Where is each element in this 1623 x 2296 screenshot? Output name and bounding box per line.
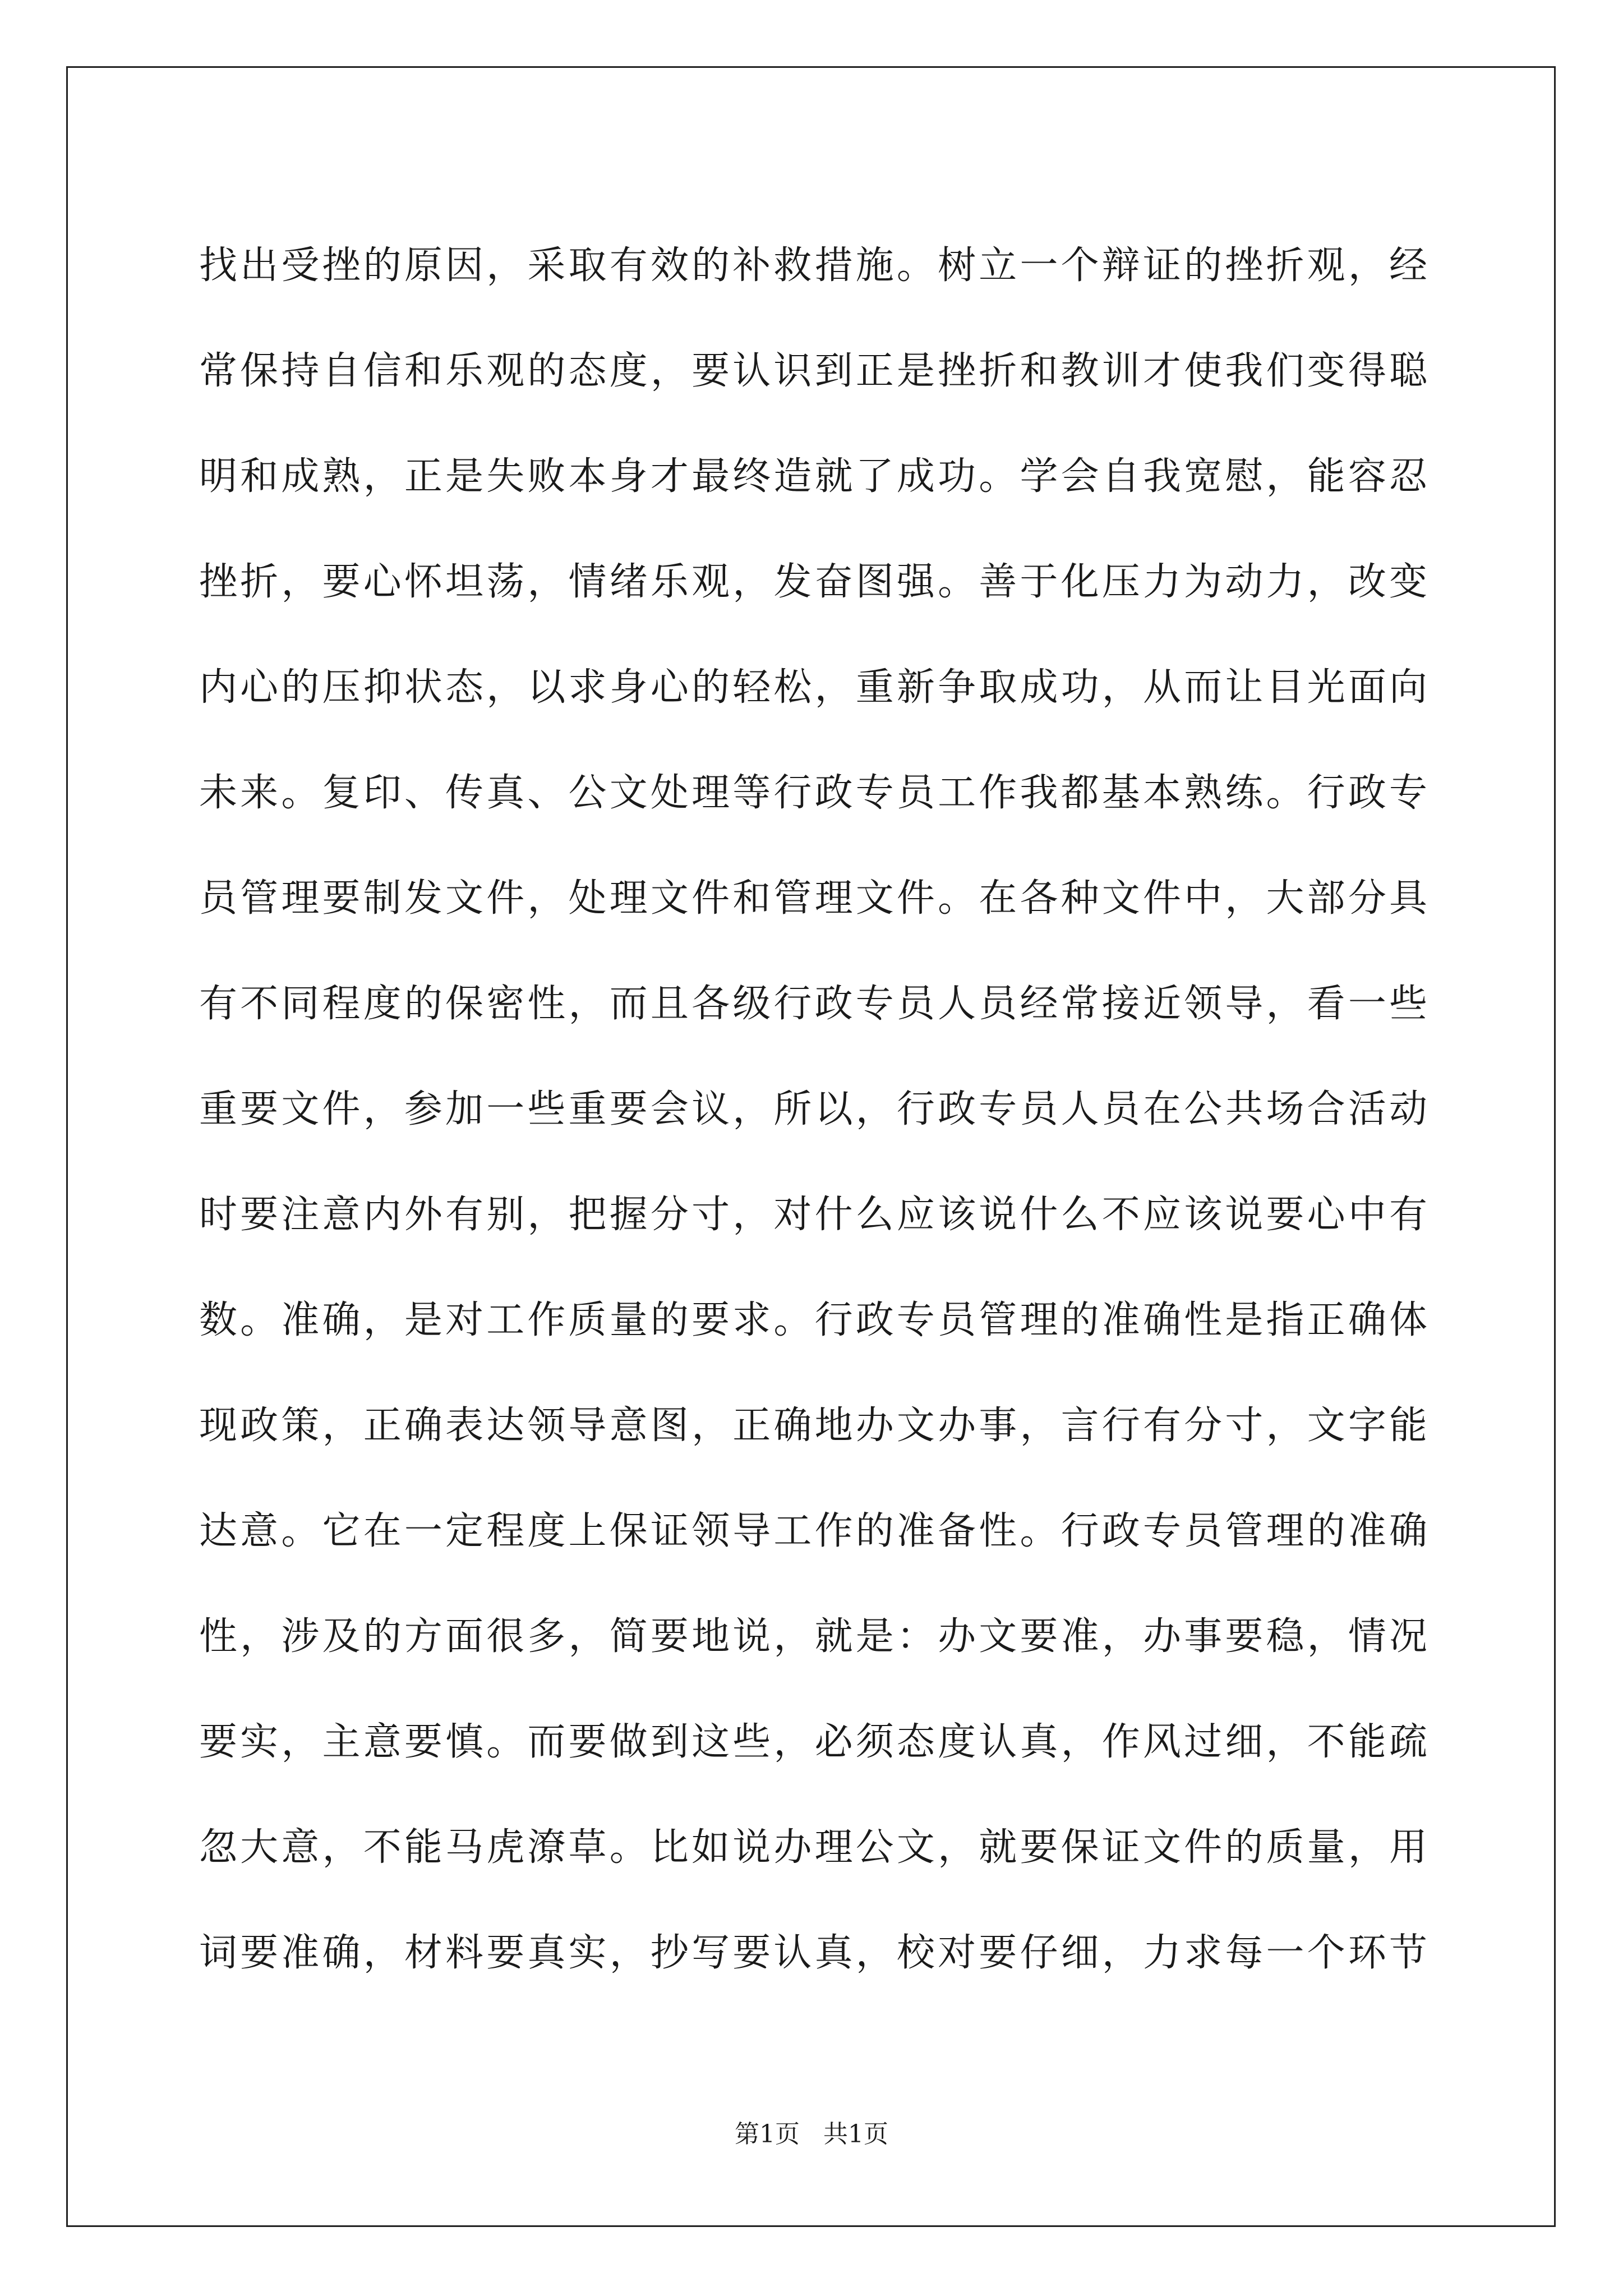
text-line: 词要准确，材料要真实，抄写要认真，校对要仔细，力求每一个环节 <box>199 1931 1427 1975</box>
text-line: 内心的压抑状态，以求身心的轻松，重新争取成功，从而让目光面向 <box>199 665 1427 710</box>
text-line: 达意。它在一定程度上保证领导工作的准备性。行政专员管理的准确 <box>199 1509 1427 1553</box>
text-line: 明和成熟，正是失败本身才最终造就了成功。学会自我宽慰，能容忍 <box>199 454 1427 499</box>
text-line: 有不同程度的保密性，而且各级行政专员人员经常接近领导，看一些 <box>199 982 1427 1026</box>
text-line: 常保持自信和乐观的态度，要认识到正是挫折和教训才使我们变得聪 <box>199 349 1427 393</box>
page-footer: 第1页 共1页 <box>735 2120 888 2148</box>
text-line: 时要注意内外有别，把握分寸，对什么应该说什么不应该说要心中有 <box>199 1193 1427 1237</box>
document-body <box>199 213 1427 2006</box>
text-line: 要实，主意要慎。而要做到这些，必须态度认真，作风过细，不能疏 <box>199 1720 1427 1764</box>
text-line: 挫折，要心怀坦荡，情绪乐观，发奋图强。善于化压力为动力，改变 <box>199 560 1427 604</box>
text-line: 现政策，正确表达领导意图，正确地办文办事，言行有分寸，文字能 <box>199 1404 1427 1448</box>
text-line: 数。准确，是对工作质量的要求。行政专员管理的准确性是指正确体 <box>199 1298 1427 1342</box>
text-line: 员管理要制发文件，处理文件和管理文件。在各种文件中，大部分具 <box>199 876 1427 921</box>
text-line: 忽大意，不能马虎潦草。比如说办理公文，就要保证文件的质量，用 <box>199 1825 1427 1870</box>
text-line: 未来。复印、传真、公文处理等行政专员工作我都基本熟练。行政专 <box>199 771 1427 815</box>
text-line: 性，涉及的方面很多，简要地说，就是：办文要准，办事要稳，情况 <box>199 1614 1427 1659</box>
text-line: 重要文件，参加一些重要会议，所以，行政专员人员在公共场合活动 <box>199 1087 1427 1131</box>
text-line: 找出受挫的原因，采取有效的补救措施。树立一个辩证的挫折观，经 <box>199 243 1427 288</box>
